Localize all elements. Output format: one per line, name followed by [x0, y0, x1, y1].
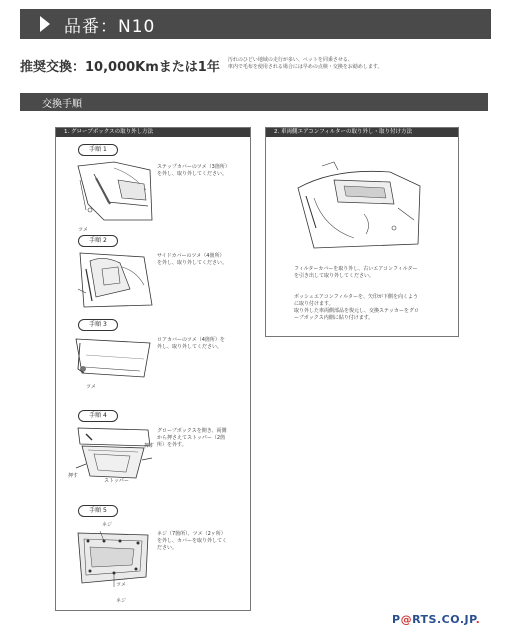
- brand-accent: @: [400, 613, 413, 626]
- header-bar: [20, 9, 491, 39]
- callout-label: ツメ: [86, 384, 96, 390]
- ac-filter-illustration: [294, 158, 424, 253]
- callout-label: ツメ: [78, 227, 88, 233]
- step-badge: 手順 4: [78, 410, 118, 422]
- lower-cover-illustration: [74, 333, 154, 389]
- brand-text-c: .: [475, 613, 481, 626]
- step-text: ステップカバーのツメ（3箇所） を外し、取り外してください。: [157, 164, 230, 177]
- instruction-text-1: フィルターカバーを取り外し、古いエアコンフィルター を引き出して取り外してください。: [294, 266, 418, 279]
- recommendation-note: 汚れのひどい地域の走行が多い、ペットを同乗させる、 車内で毛布を使用される場合には早めの点検・交換をお勧めします。: [227, 57, 383, 70]
- step-text: サイドカバーのツメ（4箇所） を外し、取り外してください。: [157, 253, 228, 266]
- panel-title: 2. 車両側エアコンフィルターの取り外し・取り付け方法: [266, 128, 458, 137]
- brand-logo: [392, 613, 480, 626]
- step-badge: 手順 3: [78, 319, 118, 331]
- callout-label: 押す: [68, 473, 79, 479]
- play-triangle-icon: [40, 16, 50, 32]
- panel-title: 1. グローブボックスの取り外し方法: [56, 128, 250, 137]
- brand-text-b: RTS.CO.JP: [412, 613, 476, 626]
- recommendation-row: [20, 56, 491, 75]
- step-badge: 手順 1: [78, 144, 118, 156]
- step-text: ネジ（7箇所）、ツメ（2ヶ所） を外し、カバーを取り外してく ださい。: [157, 531, 228, 551]
- recommendation-label: 推奨交換：10,000Kmまたは1年: [20, 60, 220, 75]
- step-badge: 手順 2: [78, 235, 118, 247]
- callout-label: ツメ: [116, 582, 126, 588]
- callout-label: 押す: [144, 443, 155, 449]
- ac-filter-panel: [265, 127, 459, 337]
- callout-label: ストッパー: [104, 478, 129, 484]
- section-bar: [20, 93, 488, 111]
- instruction-text-2: ボッシュエアコンフィルターを、矢印が下側を向くよう に取り付けます。 取り外した車両側部品を復元し、交換ステッカーをグロ ーブボックス内側に貼り付けます。: [294, 294, 419, 321]
- section-title: 交換手順: [42, 98, 82, 110]
- side-cover-illustration: [74, 249, 154, 309]
- glovebox-removal-panel: [55, 127, 251, 611]
- callout-label: ネジ: [102, 522, 113, 528]
- callout-label: ネジ: [116, 598, 127, 604]
- brand-text-a: P: [392, 613, 401, 626]
- step-badge: 手順 5: [78, 505, 118, 517]
- page-title: 品番：N10: [64, 16, 156, 37]
- step-text: グローブボックスを開き、両側 から押さえてストッパー（2箇 所）を外す。: [157, 428, 227, 448]
- step-cover-illustration: [74, 160, 154, 222]
- cover-screws-illustration: [74, 527, 154, 591]
- glovebox-open-illustration: [74, 424, 154, 484]
- step-text: ロアカバーのツメ（4箇所）を 外し、取り外してください。: [157, 337, 225, 350]
